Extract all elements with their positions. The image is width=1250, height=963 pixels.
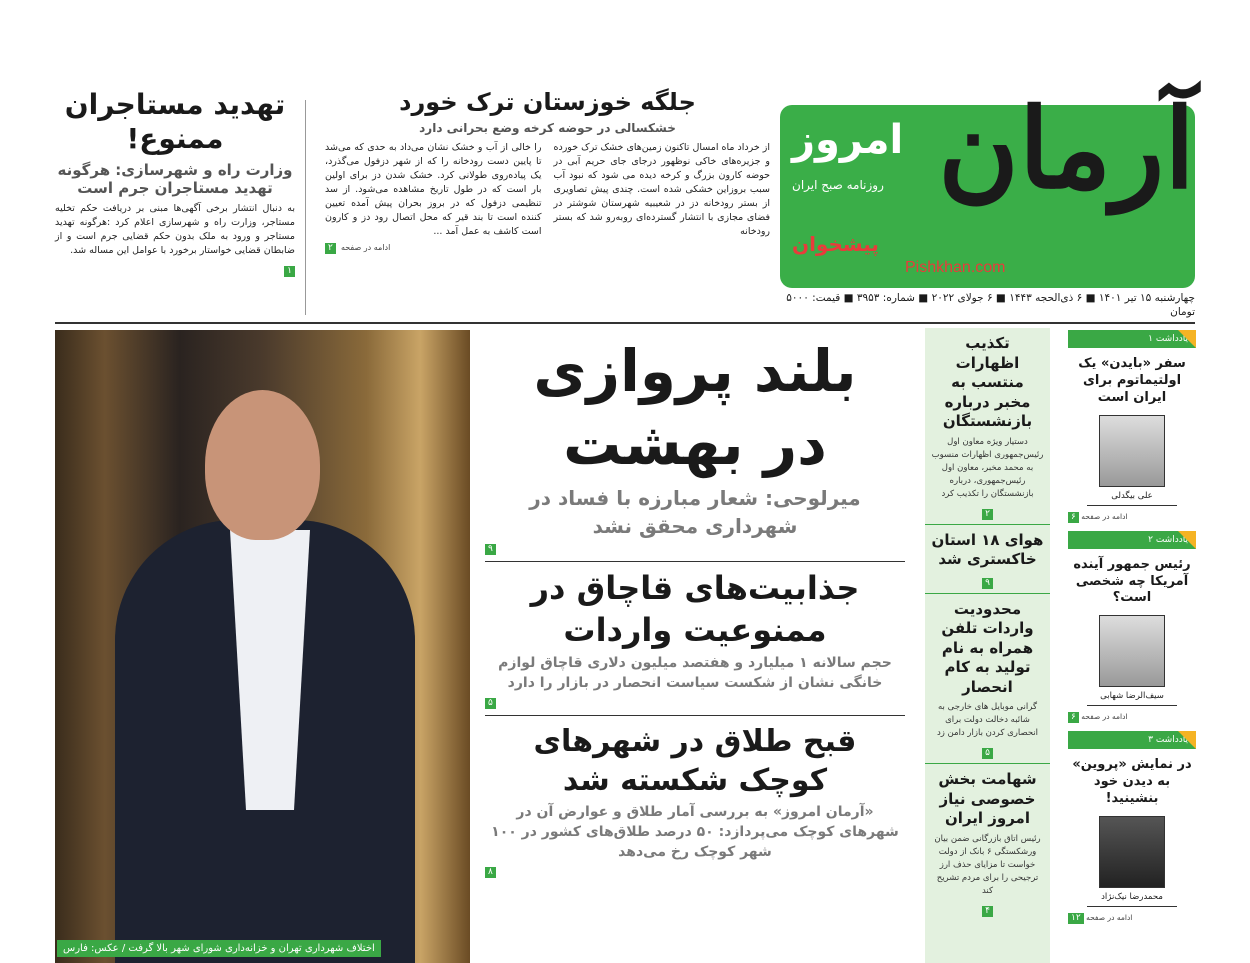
continued-label: ادامه در صفحه [340,242,391,252]
note-title: سفر «بایدن» یک اولتیماتوم برای ایران است [1078,356,1186,405]
author-portrait [1099,816,1165,888]
page-badge: ۵ [982,748,993,759]
brief-body: دستیار ویژه معاون اول رئیس‌جمهوری اظهارات منسوب به محمد مخبر، معاون اول رئیس‌جمهوری، درباره بازنشستگان را تکذیب کرد [931,436,1044,499]
masthead-tagline: روزنامه صبح ایران [792,178,884,192]
page-badge: ۶ [1068,712,1079,723]
watermark: پیشخوان [792,232,879,256]
notes-column [1068,330,1196,932]
story-smuggling[interactable] [485,568,905,716]
page-badge: ۹ [485,544,496,555]
brief-item[interactable] [925,328,1050,525]
page-badge: ۲ [982,509,993,520]
lead-photo[interactable] [55,330,470,963]
continued-label: ادامه در صفحه [1081,511,1128,521]
note-item[interactable] [1068,330,1196,523]
brief-title: هوای ۱۸ استان خاکستری شد [931,530,1044,568]
note-item[interactable] [1068,731,1196,924]
story-title: جذابیت‌های قاچاق در ممنوعیت واردات [530,569,860,649]
story-title: جلگه خوزستان ترک خورد [399,88,696,116]
brief-body: گرانی موبایل های خارجی به شائبه دخالت دولت برای انحصاری کردن بازار دامن زد [936,702,1039,738]
dateline: چهارشنبه ۱۵ تیر ۱۴۰۱ ■ ۶ ذی‌الحجه ۱۴۴۳ ■ ۶ جولای ۲۰۲۲ ■ شماره: ۳۹۵۳ ■ قیمت: ۵۰۰۰ تومان [786,292,1195,318]
note-label: یادداشت ۲ [1068,531,1196,549]
story-subtitle: وزارت راه و شهرسازی: هرگونه تهدید مستاجران جرم است [57,161,293,198]
story-title: قبح طلاق در شهرهای کوچک شکسته شد [533,723,857,798]
author-name: سیف‌الرضا شهابی [1087,691,1177,706]
briefs-column [925,328,1050,963]
brief-item[interactable] [925,764,1050,921]
author-name: محمدرضا نیک‌نژاد [1087,892,1177,907]
author-portrait [1099,615,1165,687]
continued-label: ادامه در صفحه [1081,712,1128,722]
author-portrait [1099,415,1165,487]
masthead-logo-sub: امروز [792,117,904,163]
story-subtitle: «آرمان امروز» به بررسی آمار طلاق و عوارض آن در شهرهای کوچک می‌پردازد: ۵۰ درصد طلاق‌های کشور در ۱۰۰ شهر کوچک رخ می‌دهد [491,803,899,861]
note-label: یادداشت ۱ [1068,330,1196,348]
note-title: در نمایش «پروین» به دیدن خود بنشینید! [1072,757,1192,807]
note-title: رئیس جمهور آینده آمریکا چه شخصی است؟ [1073,556,1191,606]
brief-item[interactable] [925,594,1050,765]
page-badge: ۸ [485,867,496,878]
photo-caption: اختلاف شهرداری تهران و خزانه‌داری شورای شهر بالا گرفت / عکس: فارس [57,940,381,957]
brief-item[interactable] [925,525,1050,594]
page-badge: ۲ [325,243,336,254]
story-column-1: از خرداد ماه امسال تاکنون زمین‌های خشک ترک خورده و جزیره‌های خاکی نوظهور درجای جای حریم آبی در حوضه کارون بزرگ و کرخه دیده می شود که نبود آب سبب بروزاین خشکی شده است. چندی پیش تصاویری از بستر رودخانه دز در شعیبیه شهرستان شوشتر در فضای مجازی با انتشار گسترده‌ای روبه‌رو شد که بستر رودخانه [553,141,770,237]
main-headline-line-2: در بهشت [563,409,827,478]
page-badge: ۱۲ [1068,913,1084,924]
brief-title: تکذیب اظهارات منتسب به مخبر درباره بازنشستگان [942,334,1033,430]
top-middle-story[interactable] [325,88,770,254]
story-column-2: را خالی از آب و خشک نشان می‌داد به حدی که می‌شد تا پایین دست رودخانه را که از شهر دزفول می‌گذرد، یک پیاده‌روی طولانی کرد. خشک شدن دز برای اولین بار است که در طول تاریخ مشاهده می‌شود. از سد تنظیمی دزفول که در بروز بحران پیش آمده تعیین کننده است تا بند قیر که محل اتصال رود دز و کارون است کاشف به عمل آمد ... [325,141,542,237]
brief-title: شهامت بخش خصوصی نیاز امروز ایران [938,770,1037,827]
brief-body: رئیس اتاق بازرگانی ضمن بیان ورشکستگی ۶ بانک از دولت خواست تا مزایای حذف ارز ترجیحی را برای مردم تشریح کند [934,833,1041,896]
photo-face [205,390,320,540]
main-column [485,335,905,890]
page-badge: ۶ [1068,512,1079,523]
brief-title: محدودیت واردات تلفن همراه به نام تولید به کام انحصار [941,599,1034,696]
page-badge: ۱ [284,266,295,277]
story-subtitle: خشکسالی در حوضه کرخه وضع بحرانی دارد [419,120,676,135]
column-divider [305,100,306,315]
header-rule [55,322,1195,324]
page-badge: ۴ [982,906,993,917]
watermark-url: Pishkhan.com [905,259,1006,276]
note-label: یادداشت ۳ [1068,731,1196,749]
masthead-logo: آرمان [938,84,1195,213]
continued-label: ادامه در صفحه [1086,913,1133,923]
main-story[interactable] [485,335,905,562]
main-subheadline: میرلوحی: شعار مبارزه با فساد در شهرداری محقق نشد [529,486,861,538]
top-left-story[interactable] [55,88,295,277]
page-badge: ۹ [982,578,993,589]
story-divorce[interactable] [485,722,905,884]
story-body: به دنبال انتشار برخی آگهی‌ها مبنی بر دریافت حکم تخلیه مستاجر، وزارت راه و شهرسازی اعلام کرد :هرگونه تهدید مستاجر و ورود به ملک بدون حکم قضایی جرم است و از ضابطان قضایی خواستار برخورد با عوامل این مساله شد. [55,203,295,257]
note-item[interactable] [1068,531,1196,724]
story-title: تهدید مستاجران ممنوع! [64,88,286,155]
page-badge: ۵ [485,698,496,709]
main-headline-line-1: بلند پروازی [533,337,857,405]
author-name: علی بیگدلی [1087,491,1177,506]
story-subtitle: حجم سالانه ۱ میلیارد و هفتصد میلیون دلاری قاچاق لوازم خانگی نشان از شکست سیاست انحصار در بازار را دارد [498,655,892,692]
